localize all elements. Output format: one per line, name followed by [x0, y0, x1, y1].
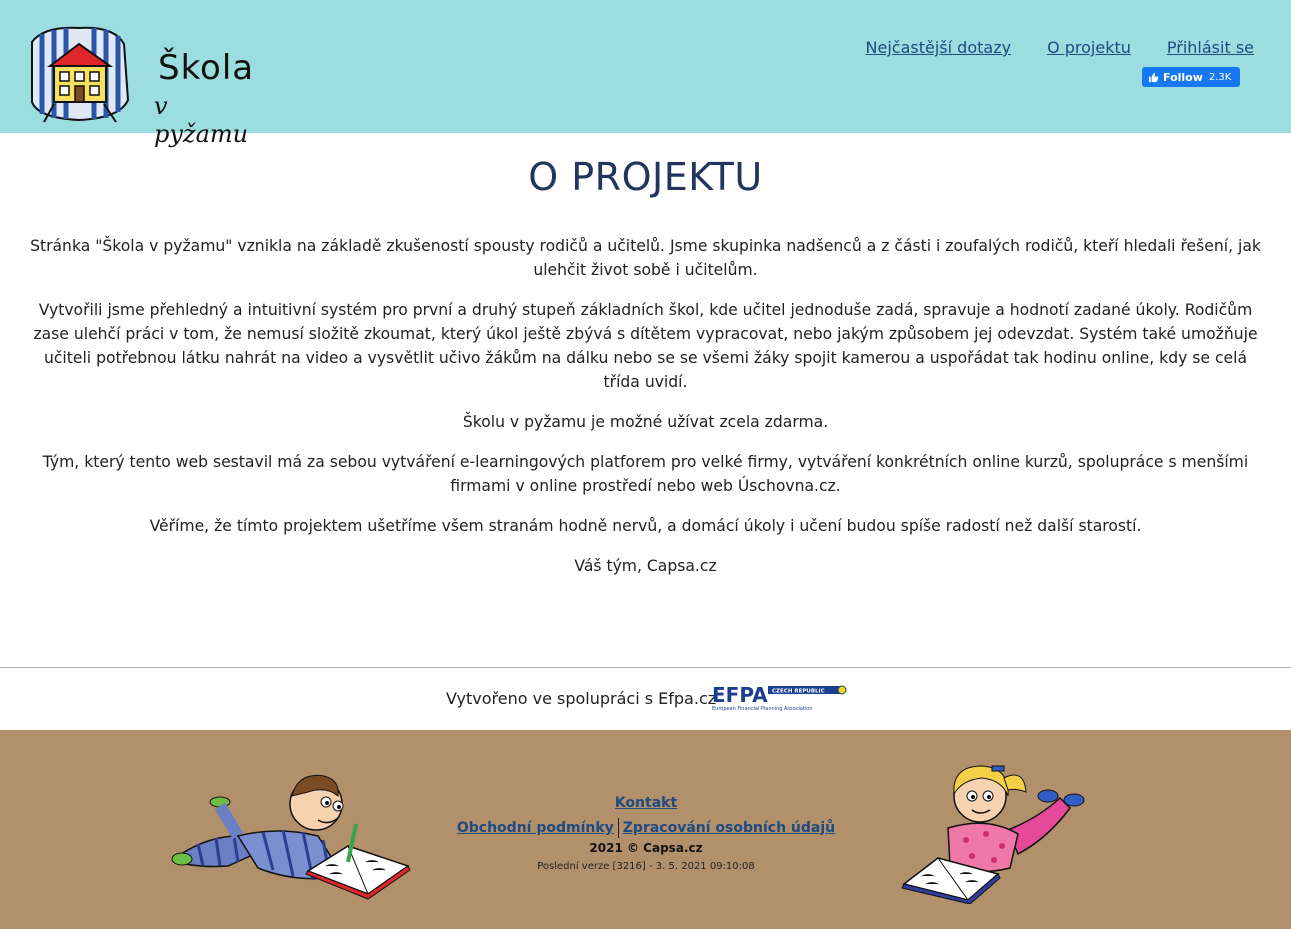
- efpa-logo-caption: European Financial Planning Association: [712, 706, 813, 712]
- terms-link[interactable]: Obchodní podmínky: [456, 820, 614, 836]
- paragraph: Školu v pyžamu je možné užívat zcela zdarma.: [462, 413, 829, 431]
- facebook-follow-button[interactable]: [1142, 67, 1240, 87]
- logo-subtitle: v pyžamu: [154, 92, 249, 148]
- efpa-logo-text: EFPA: [712, 684, 768, 707]
- paragraph: Tým, který tento web sestavil má za sebou vytváření e-learningových platforem pro velké firmy, vytváření konkrétních online kurzů, spolupráce s menšími firmami v online prostředí nebo web Úschovna.cz.: [42, 453, 1249, 495]
- nav-link-login[interactable]: Přihlásit se: [1166, 38, 1254, 57]
- partner-bar: [0, 667, 1291, 730]
- copyright: 2021 © Capsa.cz: [589, 841, 703, 855]
- footer-legal-links: [446, 818, 846, 838]
- girl-reading-illustration: [898, 758, 1088, 904]
- main-nav: [866, 38, 1254, 57]
- efpa-logo[interactable]: [712, 684, 848, 712]
- divider: [618, 818, 619, 838]
- paragraph: Stránka "Škola v pyžamu" vznikla na základě zkušeností spousty rodičů a učitelů. Jsme skupinka nadšenců a z části i zoufalých rodičů, kteří hledali řešení, jak ulehčit život sobě i učitelům.: [30, 237, 1261, 279]
- contact-link[interactable]: Kontakt: [614, 795, 678, 811]
- site-logo[interactable]: [24, 22, 264, 148]
- nav-link-faq[interactable]: Nejčastější dotazy: [865, 38, 1012, 57]
- about-text: [30, 234, 1261, 578]
- logo-title: Škola: [158, 48, 255, 88]
- paragraph: Vytvořili jsme přehledný a intuitivní systém pro první a druhý stupeň základních škol, kde učitel jednoduše zadá, spravuje a hodnotí zadané úkoly. Rodičům zase ulehčí práci v tom, že nemusí složitě zkoumat, který úkol ještě zbývá s dítětem vypracovat, nebo jakým způsobem jej odevzdat. Systém také umožňuje učiteli potřebnou látku nahrát na video a vysvětlit učivo žákům na dálku nebo se se všemi žáky spojit kamerou a uspořádat tak hodinu online, kdy se celá třída uvidí.: [33, 301, 1258, 391]
- signature: Váš tým, Capsa.cz: [574, 557, 717, 575]
- privacy-link[interactable]: Zpracování osobních údajů: [622, 820, 836, 836]
- main-content: [0, 133, 1291, 668]
- boy-reading-illustration: [168, 766, 418, 901]
- thumbs-up-icon: [1148, 72, 1159, 83]
- pajama-house-icon: [24, 22, 134, 124]
- nav-link-about[interactable]: O projektu: [1047, 38, 1131, 57]
- partner-text: Vytvořeno ve spolupráci s Efpa.cz: [446, 689, 717, 708]
- version-info: Poslední verze [3216] - 3. 5. 2021 09:10:08: [537, 861, 755, 872]
- follow-count: 2.3K: [1208, 71, 1232, 83]
- paragraph: Věříme, že tímto projektem ušetříme všem stranám hodně nervů, a domácí úkoly i učení budou spíše radostí než další starostí.: [149, 517, 1142, 535]
- follow-label: Follow: [1163, 70, 1203, 84]
- site-header: [0, 0, 1291, 148]
- efpa-logo-tag: CZECH REPUBLIC: [772, 688, 825, 695]
- page-title: O PROJEKTU: [528, 155, 763, 199]
- footer-links-block: [446, 792, 846, 872]
- site-footer: [0, 730, 1291, 929]
